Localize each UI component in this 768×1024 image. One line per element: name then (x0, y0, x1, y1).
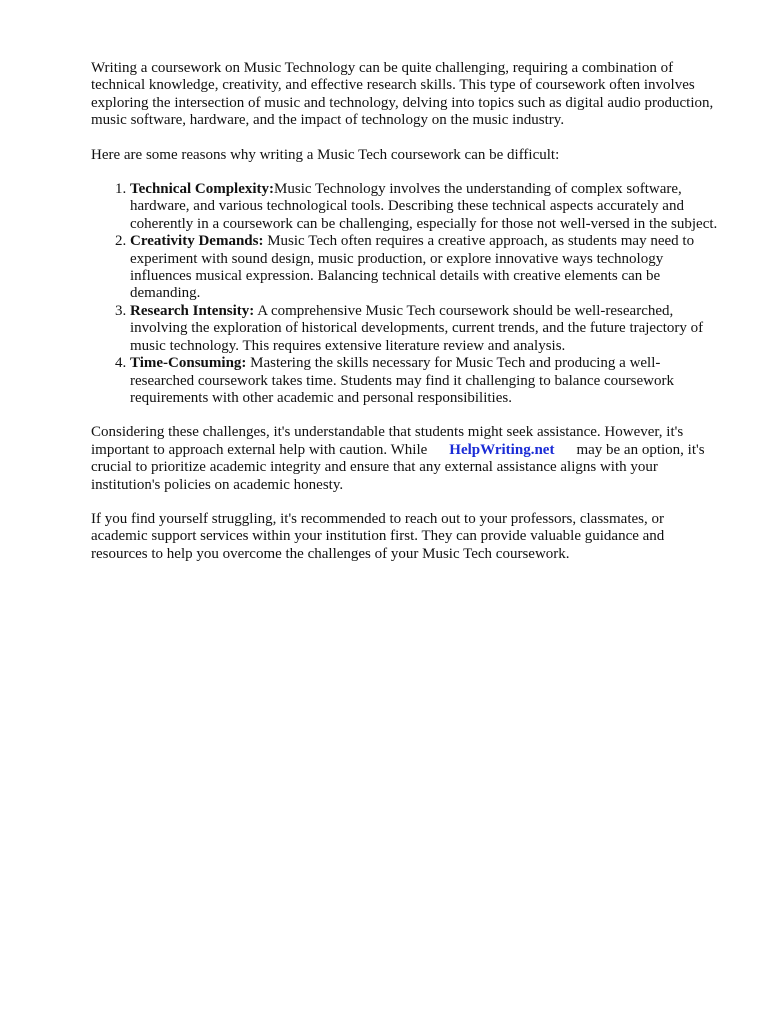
considering-paragraph (91, 424, 721, 494)
list-item-technical-complexity (130, 181, 721, 233)
list-item-creativity-demands (130, 233, 721, 303)
document-page (91, 60, 721, 580)
reasons-list (91, 181, 721, 407)
list-item-research-intensity (130, 303, 721, 355)
list-item-term: Technical Complexity: (130, 181, 275, 198)
considering-text-after: may be an option, it's crucial to prioritize academic integrity and ensure that any external assistance aligns with your institution's policies on academic honesty. (91, 441, 705, 493)
list-item-term: Research Intensity: (130, 302, 255, 319)
considering-text-before: Considering these challenges, it's understandable that students might seek assistance. However, it's important to approach external help with caution. While (91, 424, 684, 458)
list-item-text: A comprehensive Music Tech coursework should be well-researched, involving the exploration of historical developments, current trends, and the future trajectory of music technology. This requires extensive literature review and analysis. (130, 302, 704, 354)
list-item-text: Mastering the skills necessary for Music Tech and producing a well-researched coursework takes time. Students may find it challenging to balance coursework requirements with other academic and personal responsibilities. (130, 355, 674, 406)
list-item-term: Time-Consuming: (130, 355, 247, 372)
reasons-intro-paragraph: Here are some reasons why writing a Music Tech coursework can be difficult: (91, 146, 560, 163)
list-item-time-consuming (130, 355, 721, 407)
list-item-text: Music Technology involves the understanding of complex software, hardware, and various technological tools. Describing these technical aspects accurately and coherently in a coursework can be challenging, especially for those not well-versed in the subject. (130, 181, 718, 232)
helpwriting-link[interactable]: HelpWriting.net (449, 441, 555, 458)
list-item-text: Music Tech often requires a creative approach, as students may need to experiment with sound design, music production, or explore innovative ways technology influences musical expression. Balancing technical details with creative elements can be demanding. (130, 233, 695, 302)
list-item-term: Creativity Demands: (130, 233, 264, 250)
intro-paragraph: Writing a coursework on Music Technology can be quite challenging, requiring a combination of technical knowledge, creativity, and effective research skills. This type of coursework often involves exploring the intersection of music and technology, delving into topics such as digital audio production, music software, hardware, and the impact of technology on the music industry. (91, 60, 714, 129)
closing-paragraph: If you find yourself struggling, it's recommended to reach out to your professors, classmates, or academic support services within your institution first. They can provide valuable guidance and resources to help you overcome the challenges of your Music Tech coursework. (91, 510, 665, 562)
